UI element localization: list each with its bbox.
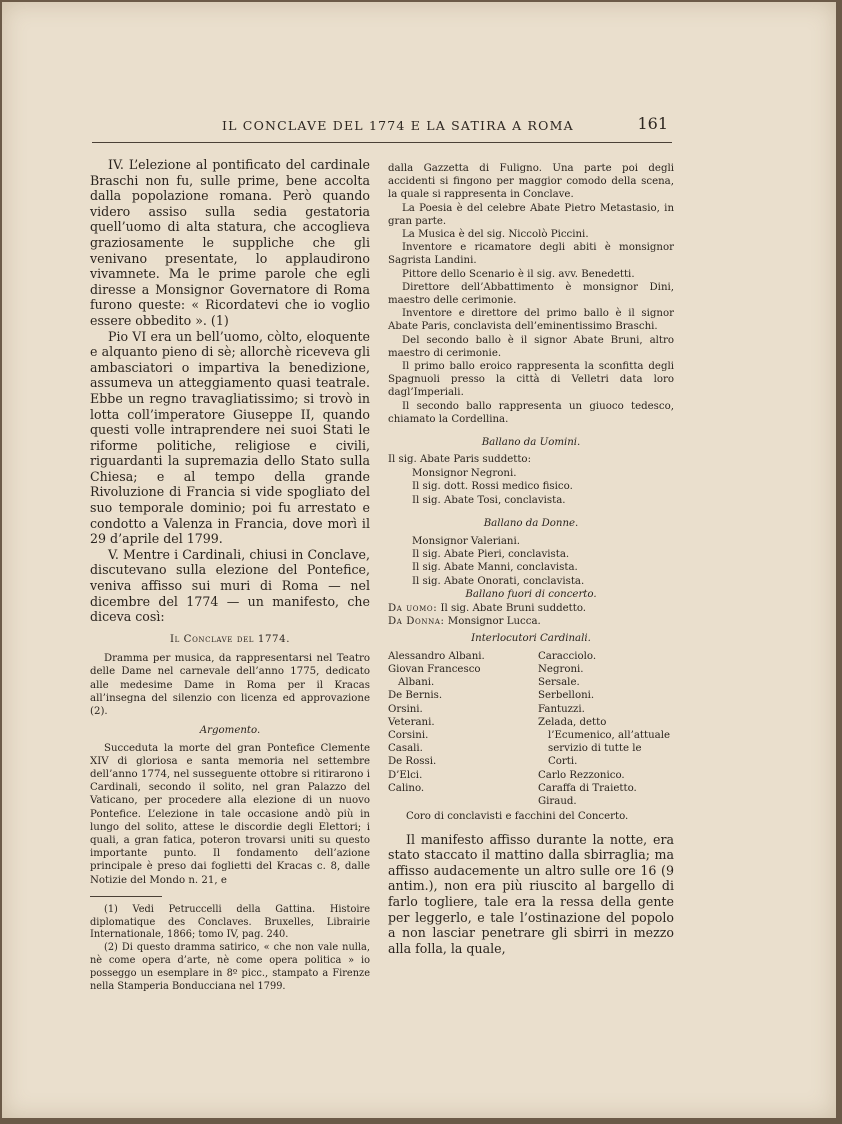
da-uomo-line	[388, 602, 674, 615]
credit-line: Il primo ballo eroico rappresenta la sconfitta degli Spagnuoli presso la città di Velletri data loro dagl’Imperiali.	[388, 361, 674, 399]
cardinal-name: Orsini.	[388, 703, 423, 715]
dancer-item: Il sig. dott. Rossi medico fisico.	[412, 481, 573, 493]
credit-line: Pittore dello Scenario è il sig. avv. Benedetti.	[402, 268, 635, 280]
running-title: IL CONCLAVE DEL 1774 E LA SATIRA A ROMA	[222, 118, 574, 133]
paragraph-iv: IV. L’elezione al pontificato del cardinale Braschi non fu, sulle prime, bene accolta dalla popolazione romana. Però quando videro assiso sulla sedia gestatoria quell’uomo di alta statura, che accoglieva graziosamente le suppliche che gli venivano presentate, lo applaudirono vivamnete. Ma le prime parole che egli diresse a Monsignor Governatore di Roma furono queste: « Ricordatevi che io voglio essere obbedito ». (1)	[90, 157, 370, 328]
cardinal-name: Zelada, detto l’Ecumenico, all’attuale servizio di tutte le Corti.	[538, 716, 671, 768]
interlocutori-heading: Interlocutori Cardinali.	[471, 633, 591, 645]
continuation-text: dalla Gazzetta di Fuligno. Una parte poi degli accidenti si fingono per maggior comodo della scena, la quale si rappresenta in Conclave.	[388, 163, 674, 201]
credit-line: La Poesia è del celebre Abate Pietro Metastasio, in gran parte.	[388, 202, 674, 227]
footnote-1: (1) Vedi Petruccelli della Gattina. Histoire diplomatique des Conclaves. Bruxelles, Librairie Internationale, 1866; tomo IV, pag. 240.	[90, 903, 370, 941]
cardinal-name: Casali.	[388, 743, 423, 755]
cast-column-left	[388, 650, 538, 808]
credit-line: La Musica è del sig. Niccolò Piccini.	[402, 229, 589, 241]
cardinal-name: Caracciolo.	[538, 650, 597, 662]
dancer-item: Monsignor Valeriani.	[412, 535, 520, 547]
da-donna-label: Da Donna:	[388, 615, 445, 627]
book-page	[2, 2, 836, 1118]
credit-line: Inventore e direttore del primo ballo è il signor Abate Paris, conclavista dell’eminentissimo Braschi.	[388, 308, 674, 333]
manifesto-title: Il Conclave del 1774.	[169, 633, 291, 645]
cast-column-right	[538, 650, 674, 808]
paragraph-pio-vi: Pio VI era un bell’uomo, còlto, eloquente e alquanto pieno di sè; allorchè riceveva gli ambasciatori o impartiva la benedizione, assumeva un atteggiamento quasi teatrale. Ebbe un regno travagliatissimo; si trovò in lotta coll’imperatore Giuseppe II, quando questi volle intraprendere nei suoi Stati le riforme politiche, religiose e civili, riguardanti la supremazia dello Stato sulla Chiesa; e al tempo della grande Rivoluzione di Francia si vide spogliato del suo temporale dominio; poi fu arrestato e condotto a Valenza in Francia, dove morì il 29 d’aprile del 1799.	[90, 328, 370, 547]
donne-heading: Ballano da Donne.	[483, 518, 579, 530]
cardinal-name: Sersale.	[538, 677, 580, 689]
fuori-heading: Ballano fuori di concerto.	[465, 589, 597, 601]
cardinal-name: De Bernis.	[388, 690, 443, 702]
cardinal-name: Serbelloni.	[538, 690, 595, 702]
dancer-item: Monsignor Negroni.	[412, 467, 517, 479]
argomento-text: Succeduta la morte del gran Pontefice Clemente XIV di gloriosa e santa memoria nel settembre dell’anno 1774, nel susseguente ottobre si ritirarono i Cardinali, secondo il solito, nel gran Palazzo del Vaticano, per procedere alla elezione di un nuovo Pontefice. L’elezione in tale occasione andò più in lungo del solito, attese le discordie degli Elettori; i quali, a gran fatica, poteron trovarsi uniti su questo importante punto. Il fondamento dell’azione principale è preso dai foglietti del Kracas c. 8, dalle Notizie del Mondo n. 21, e	[90, 742, 370, 886]
da-donna-value: Monsignor Lucca.	[447, 615, 541, 627]
page-number: 161	[637, 114, 668, 133]
manifesto-intro: Dramma per musica, da rappresentarsi nel Teatro delle Dame nel carnevale dell’anno 1775, dedicato alle medesime Dame in Roma per il Kracas all’insegna del silenzio con licenza ed approvazione (2).	[90, 653, 370, 718]
cast-list	[388, 650, 674, 808]
footnote-rule	[90, 896, 162, 897]
da-uomo-label: Da uomo:	[388, 602, 438, 614]
cardinal-name: Giraud.	[538, 795, 577, 807]
cardinal-name: Corsini.	[388, 729, 429, 741]
da-uomo-value: Il sig. Abate Bruni suddetto.	[440, 602, 587, 614]
uomini-lead: Il sig. Abate Paris suddetto:	[388, 454, 531, 466]
dancer-item: Il sig. Abate Pieri, conclavista.	[412, 548, 570, 560]
cardinal-name: D’Elci.	[388, 769, 423, 781]
dancer-item: Il sig. Abate Tosi, conclavista.	[412, 494, 566, 506]
credit-line: Il secondo ballo rappresenta un giuoco tedesco, chiamato la Cordellina.	[388, 400, 674, 425]
cardinal-name: Veterani.	[388, 716, 435, 728]
da-donna-line	[388, 615, 674, 628]
cardinal-name: Carlo Rezzonico.	[538, 769, 625, 781]
cardinal-name: Negroni.	[538, 663, 584, 675]
credit-line: Del secondo ballo è il signor Abate Bruni, altro maestro di cerimonie.	[388, 334, 674, 359]
cardinal-name: Fantuzzi.	[538, 703, 585, 715]
footnote-2: (2) Di questo dramma satirico, « che non vale nulla, nè come opera d’arte, nè come opera politica » io posseggo un esemplare in 8º picc., stampato a Firenze nella Stamperia Bonducciana nel 1799.	[90, 942, 370, 992]
argomento-heading: Argomento.	[199, 725, 261, 737]
dancer-item: Il sig. Abate Manni, conclavista.	[412, 562, 578, 574]
cardinal-name: Caraffa di Traietto.	[538, 782, 637, 794]
closing-paragraph: Il manifesto affisso durante la notte, era stato staccato il mattino dalla sbirraglia; ma affisso audacemente un altro sulle ore 16 (9 antim.), non era più riuscito al bargello di farlo togliere, tale era la ressa della gente per leggerlo, e tale l’ostinazione del popolo a non lasciar penetrare gli sbirri in mezzo alla folla, la quale,	[388, 831, 674, 956]
cardinal-name: De Rossi.	[388, 756, 437, 768]
left-column	[90, 157, 370, 993]
running-header	[92, 114, 672, 143]
coro-line: Coro di conclavisti e facchini del Concerto.	[406, 811, 629, 823]
paragraph-v: V. Mentre i Cardinali, chiusi in Conclave, discutevano sulla elezione del Pontefice, veniva affisso sui muri di Roma — nel dicembre del 1774 — un manifesto, che diceva così:	[90, 546, 370, 625]
credit-line: Direttore dell’Abbattimento è monsignor Dini, maestro delle cerimonie.	[388, 281, 674, 307]
credit-line: Inventore e ricamatore degli abiti è monsignor Sagrista Landini.	[388, 242, 674, 267]
uomini-heading: Ballano da Uomini.	[481, 437, 581, 449]
dancer-item: Il sig. Abate Onorati, conclavista.	[412, 575, 585, 587]
right-column	[388, 162, 674, 956]
cardinal-name: Calino.	[388, 782, 425, 794]
cardinal-name: Alessandro Albani.	[388, 650, 485, 662]
cardinal-name: Giovan Francesco Albani.	[388, 663, 481, 689]
